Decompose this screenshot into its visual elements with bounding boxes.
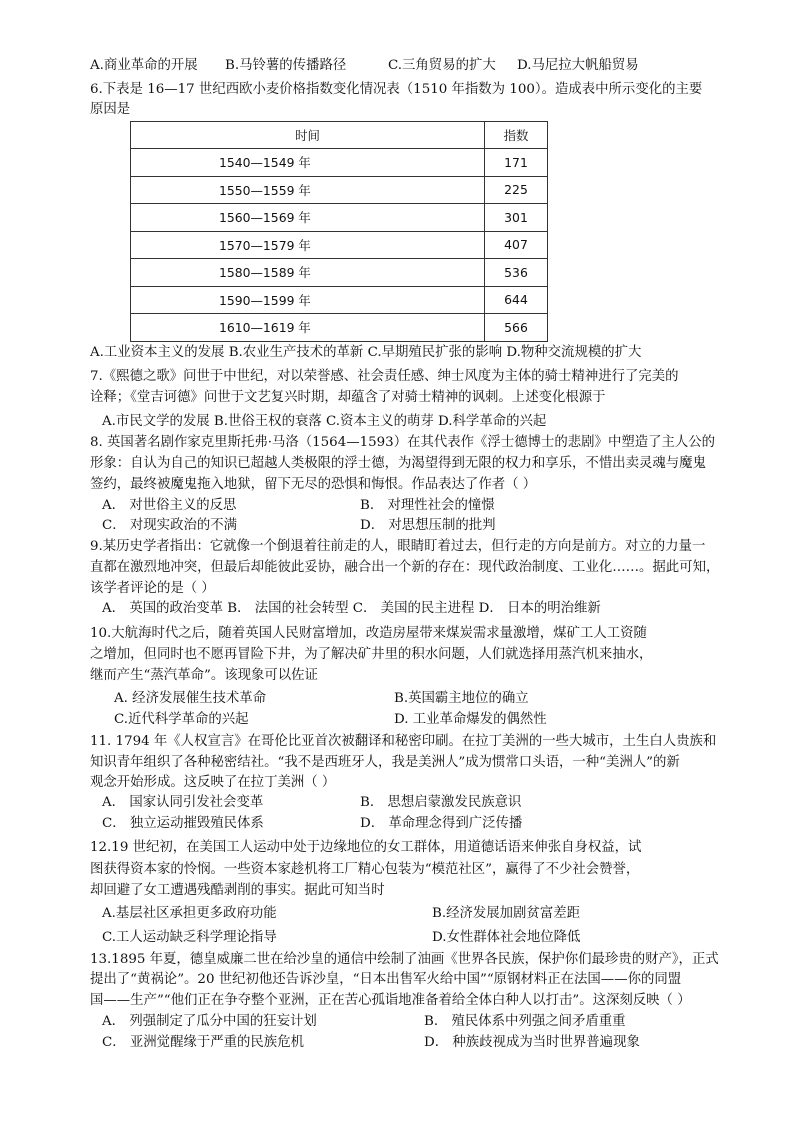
q11-option-c: C． 独立运动摧毁殖民体系 <box>102 816 264 831</box>
q9-stem-cont1: 直都在激烈地冲突，但最后却能彼此妥协，融合出一个新的存在：现代政治制度、工业化……。据此可知， <box>90 560 720 575</box>
table-cell-period: 1540—1549 年 <box>131 149 485 177</box>
q8-stem-cont1: 形象：自认为自己的知识已超越人类极限的浮士德，为渴望得到无限的权力和享乐，不惜出卖灵魂与魔鬼 <box>90 456 706 471</box>
q8-stem: 8. 英国著名剧作家克里斯托弗·马洛（1564—1593）在其代表作《浮士德博士的悲剧》中塑造了主人公的 <box>90 435 716 450</box>
q5-option-c: C.三角贸易的扩大 <box>388 58 496 73</box>
q10-option-b: B.英国霸主地位的确立 <box>394 691 529 706</box>
q8-option-c: C． 对现实政治的不满 <box>102 518 238 533</box>
q13-option-d: D． 种族歧视成为当时世界普遍现象 <box>424 1035 640 1050</box>
q13-stem: 13.1895 年夏，德皇威廉二世在给沙皇的通信中绘制了油画《世界各民族，保护你们最珍贵的财产》，正式 <box>90 952 719 967</box>
q10-stem-cont2: 继而产生“蒸汽革命”。该现象可以佐证 <box>90 668 318 683</box>
table-cell-period: 1580—1589 年 <box>131 259 485 287</box>
q11-stem-cont1: 知识青年组织了各种秘密结社。“我不是西班牙人，我是美洲人”成为惯常口头语，一种“美洲人”的新 <box>90 755 680 770</box>
table-cell-period: 1550—1559 年 <box>131 176 485 204</box>
table-row <box>131 149 548 177</box>
q10-stem-cont1: 之增加，但同时也不愿再冒险下井，为了解决矿井里的积水问题，人们就选择用蒸汽机来抽水， <box>90 647 653 662</box>
q8-stem-cont2: 签约，最终被魔鬼拖入地狱，留下无尽的恐惧和悔恨。作品表达了作者（ ） <box>90 477 537 492</box>
table-cell-period: 1570—1579 年 <box>131 231 485 259</box>
q5-option-a: A.商业革命的开展 <box>90 58 198 73</box>
q10-option-a: A. 经济发展催生技术革命 <box>114 691 267 706</box>
table-header-time: 时间 <box>131 122 485 149</box>
q10-option-d: D. 工业革命爆发的偶然性 <box>394 712 547 727</box>
table-cell-index: 566 <box>485 314 548 342</box>
q8-option-a: A． 对世俗主义的反思 <box>102 498 237 513</box>
q11-option-b: B． 思想启蒙激发民族意识 <box>360 795 522 810</box>
table-header-index: 指数 <box>485 122 548 149</box>
q13-option-b: B． 殖民体系中列强之间矛盾重重 <box>424 1014 626 1029</box>
q13-option-c: C． 亚洲觉醒缘于严重的民族危机 <box>102 1035 304 1050</box>
table-row <box>131 314 548 342</box>
q5-option-b: B.马铃薯的传播路径 <box>225 58 347 73</box>
q7-stem-cont: 诠释；《堂吉诃德》问世于文艺复兴时期，却蕴含了对骑士精神的讽刺。上述变化根源于 <box>90 390 606 405</box>
q6-options: A.工业资本主义的发展 B.农业生产技术的革新 C.早期殖民扩张的影响 D.物种交流规模的扩大 <box>90 345 642 360</box>
table-cell-index: 644 <box>485 286 548 314</box>
table-row <box>131 286 548 314</box>
q5-option-d: D.马尼拉大帆船贸易 <box>517 58 639 73</box>
table-cell-period: 1560—1569 年 <box>131 204 485 232</box>
table-row <box>131 204 548 232</box>
price-index-table <box>130 121 548 342</box>
table-cell-index: 407 <box>485 231 548 259</box>
q8-option-b: B． 对理性社会的憧憬 <box>360 498 495 513</box>
q10-option-c: C.近代科学革命的兴起 <box>114 712 249 727</box>
table-cell-period: 1590—1599 年 <box>131 286 485 314</box>
q9-options: A． 英国的政治变革 B． 法国的社会转型 C． 美国的民主进程 D． 日本的明治维新 <box>102 601 601 616</box>
q6-stem: 6.下表是 16—17 世纪西欧小麦价格指数变化情况表（1510 年指数为 100）。造成表中所示变化的主要 <box>90 82 703 97</box>
table-row <box>131 231 548 259</box>
q12-option-c: C.工人运动缺乏科学理论指导 <box>102 930 277 945</box>
q7-stem: 7.《熙德之歌》问世于中世纪，对以荣誉感、社会责任感、绅士风度为主体的骑士精神进行了完美的 <box>90 369 679 384</box>
table-row <box>131 176 548 204</box>
q11-stem: 11. 1794 年《人权宣言》在哥伦比亚首次被翻译和秘密印刷。在拉丁美洲的一些大城市，土生白人贵族和 <box>90 734 717 749</box>
q12-stem: 12.19 世纪初，在美国工人运动中处于边缘地位的女工群体，用道德话语来伸张自身权益，试 <box>90 840 642 855</box>
q9-stem: 9.某历史学者指出：它就像一个倒退着往前走的人，眼睛盯着过去，但行走的方向是前方。对立的力量一 <box>90 539 706 554</box>
q12-stem-cont1: 图获得资本家的怜悯。一些资本家趁机将工厂精心包装为“模范社区”，赢得了不少社会赞誉， <box>90 862 640 877</box>
q7-options: A.市民文学的发展 B.世俗王权的衰落 C.资本主义的萌芽 D.科学革命的兴起 <box>102 414 547 429</box>
q12-option-d: D.女性群体社会地位降低 <box>432 930 581 945</box>
table-cell-index: 301 <box>485 204 548 232</box>
q8-option-d: D． 对思想压制的批判 <box>360 518 496 533</box>
table-row <box>131 259 548 287</box>
table-cell-index: 225 <box>485 176 548 204</box>
table-cell-index: 536 <box>485 259 548 287</box>
q12-option-b: B.经济发展加剧贫富差距 <box>432 906 581 921</box>
q10-stem: 10.大航海时代之后，随着英国人民财富增加，改造房屋带来煤炭需求量激增，煤矿工人工资随 <box>90 626 647 641</box>
q6-stem-cont: 原因是 <box>90 102 131 117</box>
q13-stem-cont2: 国——生产”“他们正在争夺整个亚洲，正在苦心孤诣地准备着给全体白种人以打击”。这深刻反映（ ） <box>90 993 691 1008</box>
q11-option-a: A． 国家认同引发社会变革 <box>102 795 264 810</box>
q11-stem-cont2: 观念开始形成。这反映了在拉丁美洲（ ） <box>90 775 336 790</box>
table-cell-period: 1610—1619 年 <box>131 314 485 342</box>
q13-option-a: A． 列强制定了瓜分中国的狂妄计划 <box>102 1014 317 1029</box>
q12-stem-cont2: 却回避了女工遭遇残酷剥削的事实。据此可知当时 <box>90 883 385 898</box>
q13-stem-cont1: 提出了“黄祸论”。20 世纪初他还告诉沙皇，“日本出售军火给中国”“原钢材料正在法国——你的同盟 <box>90 972 682 987</box>
table-cell-index: 171 <box>485 149 548 177</box>
q9-stem-cont2: 该学者评论的是（ ） <box>90 581 215 596</box>
q12-option-a: A.基层社区承担更多政府功能 <box>102 906 277 921</box>
q11-option-d: D． 革命理念得到广泛传播 <box>360 816 523 831</box>
table-header-row <box>131 122 548 149</box>
